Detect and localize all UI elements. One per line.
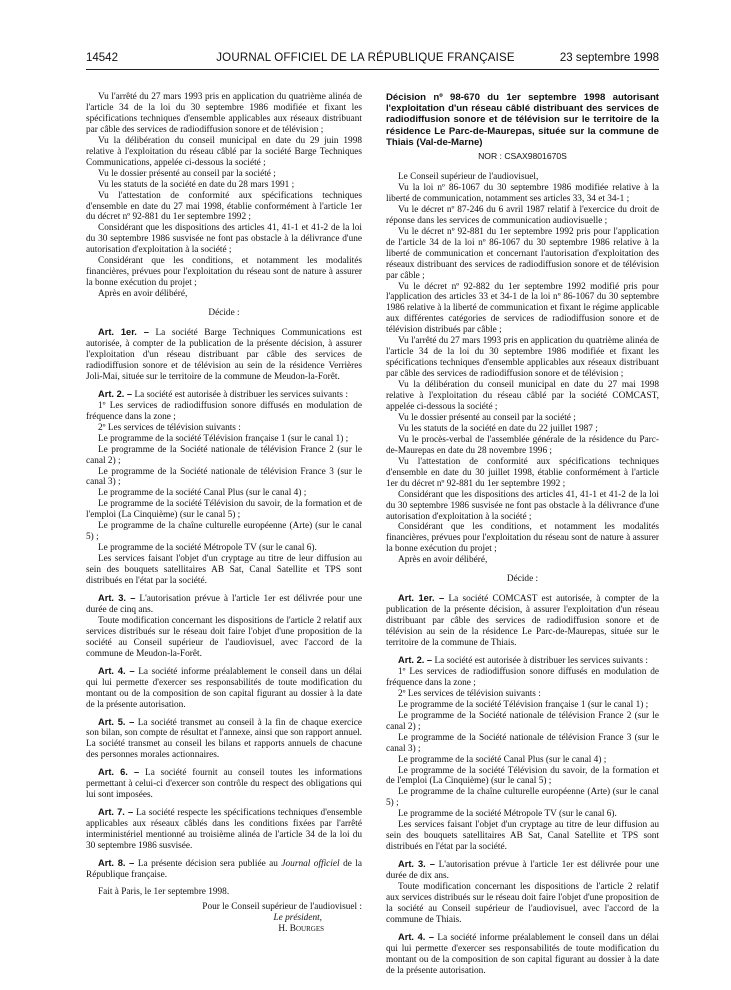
left-column <box>86 92 362 935</box>
left-art2-item: Les services faisant l'objet d'un cryptage au titre de leur diffusion au sein des bouquets satellitaires AB Sat, Canal Satellite et TPS sont distribués en l'état par la société. <box>86 554 362 587</box>
left-article-4 <box>86 666 362 711</box>
left-considerant-2: Considérant que les conditions, et notamment les modalités financières, prévues pour l'exploitation du réseau sont de nature à assurer la bonne exécution du projet ; <box>86 256 362 289</box>
left-art6-text: La société fournit au conseil toutes les informations permettant à celui-ci d'exercer son contrôle du respect des obligations qui lui sont imposées. <box>86 768 363 801</box>
left-article-6 <box>86 767 362 801</box>
left-visa-1: Vu l'arrêté du 27 mars 1993 pris en application du quatrième alinéa de l'article 34 de la loi du 30 septembre 1986 modifiée et fixant les spécifications techniques d'ensemble applicables aux réseaux distribuant par câble des services de radiodiffusion sonore et de télévision ; <box>86 92 362 135</box>
left-art8-label: Art. 8. – <box>98 858 135 868</box>
right-considerant-2: Considérant que les conditions, et notamment les modalités financières, prévues pour l'exploitation du réseau sont de nature à assurer la bonne exécution du projet ; <box>386 522 659 555</box>
page-header <box>0 0 731 64</box>
right-art4-text: La société informe préalablement le conseil dans un délai qui lui permette d'exercer ses responsabilités de toute modification du montant ou de la composition de son capital figurant au dossier à la date de la présente autorisation. <box>386 932 659 976</box>
left-art2-item: Le programme de la société Métropole TV (sur le canal 6). <box>98 543 317 554</box>
left-sign-name: H. Bourges <box>278 923 324 934</box>
left-art3-label: Art. 3. – <box>98 592 136 603</box>
left-art8-journal: Journal officiel <box>281 859 340 869</box>
right-visa-2: Vu le décret nº 87-246 du 6 avril 1987 relatif à l'exercice du droit de réponse dans les services de communication audiovisuelle ; <box>386 204 659 226</box>
left-visa-2: Vu la délibération du conseil municipal en date du 29 juin 1998 relative à l'exploitation du réseau câblé par la société Barge Techniques Communications, appelée ci-dessous la société ; <box>86 135 362 168</box>
left-article-3 <box>86 593 362 616</box>
left-art2-item: Le programme de la Société nationale de télévision France 2 (sur le canal 2) ; <box>86 444 362 466</box>
left-article-1 <box>86 327 362 383</box>
right-deliberation: Après en avoir délibéré, <box>398 555 488 566</box>
right-art2-item: Le programme de la Société nationale de télévision France 3 (sur le canal 3) ; <box>386 732 659 754</box>
left-visa-3: Vu le dossier présenté au conseil par la société ; <box>98 168 276 179</box>
left-art1-text: La société Barge Techniques Communications est autorisée, à compter de la publication de la présente décision, à assurer l'exploitation d'un réseau distribuant par câble des services de radiodiffusion sonore et de télévision au sein de la résidence Verrières Joli-Mai, située sur le territoire de la commune de Meudon-la-Forêt. <box>86 328 362 382</box>
left-art2-text: La société est autorisée à distribuer les services suivants : <box>134 389 348 400</box>
right-article-4 <box>386 932 659 977</box>
left-art2-item: Le programme de la société Télévision du savoir, de la formation et de l'emploi (La Cinquième) (sur le canal 5) ; <box>86 499 362 521</box>
right-article-1 <box>386 593 659 649</box>
left-art4-text: La société informe préalablement le conseil dans un délai qui lui permette d'exercer ses responsabilités de toute modification du montant ou de la composition de son capital figurant au dossier à la date de la présente autorisation. <box>86 666 363 710</box>
left-art7-label: Art. 7. – <box>98 807 134 818</box>
right-nor: NOR : CSAX9801670S <box>478 151 567 162</box>
right-visa-10: Vu l'attestation de conformité aux spécifications techniques d'ensemble en date du 30 juillet 1998, établie conformément à l'article 1er du décret nº 92-881 du 1er septembre 1992 ; <box>386 456 659 489</box>
issue-date: 23 septembre 1998 <box>559 52 659 64</box>
left-art3-text2: Toute modification concernant les dispositions de l'article 2 relatif aux services distribués sur le réseau doit faire l'objet d'une proposition de la société au Conseil supérieur de l'audiovisuel, avec l'accord de la commune de Meudon-la-Forêt. <box>86 615 362 659</box>
right-art2-item: Le programme de la chaîne culturelle européenne (Arte) (sur le canal 5) ; <box>386 787 659 809</box>
right-art2-item: Le programme de la société Télévision française 1 (sur le canal 1) ; <box>398 699 649 710</box>
left-sign-for: Pour le Conseil supérieur de l'audiovisuel : <box>202 901 362 912</box>
right-art2-item: Le programme de la société Métropole TV (sur le canal 6). <box>398 809 617 820</box>
right-visa-7: Vu le dossier présenté au conseil par la société ; <box>398 412 576 423</box>
left-article-5 <box>86 717 362 762</box>
left-art6-label: Art. 6. – <box>98 767 140 778</box>
left-visa-4: Vu les statuts de la société en date du 28 mars 1991 ; <box>98 179 295 190</box>
right-art2-item: Le programme de la société Télévision du savoir, de la formation et de l'emploi (La Cinquième) (sur le canal 5) ; <box>386 765 659 787</box>
left-art8-text-before: La présente décision sera publiée au <box>137 859 278 869</box>
journal-title: JOURNAL OFFICIEL DE LA RÉPUBLIQUE FRANÇAISE <box>216 52 515 64</box>
left-article-2 <box>86 389 362 401</box>
right-visa-1: Vu la loi nº 86-1067 du 30 septembre 1986 modifiée relative à la liberté de communication, notamment ses articles 33, 34 et 34-1 ; <box>386 182 659 204</box>
left-art2-item: 1º Les services de radiodiffusion sonore diffusés en modulation de fréquence dans la zone ; <box>86 400 362 422</box>
left-signed-place-date: Fait à Paris, le 1er septembre 1998. <box>98 886 230 897</box>
right-art2-label: Art. 2. – <box>398 655 433 665</box>
right-decision-title: Décision nº 98-670 du 1er septembre 1998 autorisant l'exploitation d'un réseau câblé distribuant des services de radiodiffusion sonore et de télévision sur le territoire de la résidence Le Parc-de-Maurepas, située sur la commune de Thiais (Val-de-Marne) <box>386 92 659 148</box>
right-art1-text: La société COMCAST est autorisée, à compter de la publication de la présente décision, à assurer l'exploitation d'un réseau distribuant par câble des services de radiodiffusion sonore et de télévision au sein de la résidence Le Parc-de-Maurepas, située sur le territoire de la commune de Thiais. <box>386 594 659 649</box>
left-art3-text: L'autorisation prévue à l'article 1er est délivrée pour une durée de cinq ans. <box>86 593 362 615</box>
right-article-2 <box>386 655 659 667</box>
right-visa-3: Vu le décret nº 92-881 du 1er septembre 1992 pris pour l'application de l'article 34 de la loi nº 86-1067 du 30 septembre 1986 relative à la liberté de communication et concernant l'autorisation d'exploitation des réseaux distribuant des services de radiodiffusion sonore et de télévision par câble ; <box>386 226 659 281</box>
right-art4-label: Art. 4. – <box>398 931 435 942</box>
left-considerant-1: Considérant que les dispositions des articles 41, 41-1 et 41-2 de la loi du 30 septembre 1986 susvisée ne font pas obstacle à la délivrance d'une autorisation d'exploitation à la société ; <box>86 223 362 256</box>
right-art2-text: La société est autorisée à distribuer les services suivants : <box>434 656 648 666</box>
right-art1-label: Art. 1er. – <box>398 593 445 604</box>
left-art1-label: Art. 1er. – <box>98 327 149 338</box>
right-visa-8: Vu les statuts de la société en date du 22 juillet 1987 ; <box>398 423 598 434</box>
left-deliberation: Après en avoir délibéré, <box>98 289 188 300</box>
right-art2-item: Le programme de la société Canal Plus (sur le canal 4) ; <box>398 754 607 765</box>
left-art2-label: Art. 2. – <box>98 388 133 399</box>
left-art2-item: Le programme de la société Télévision française 1 (sur le canal 1) ; <box>98 433 349 444</box>
left-art2-item: Le programme de la société Canal Plus (sur le canal 4) ; <box>98 488 307 499</box>
right-article-3 <box>386 859 659 882</box>
left-art2-item: Le programme de la chaîne culturelle européenne (Arte) (sur le canal 5) ; <box>86 521 362 543</box>
left-art4-label: Art. 4. – <box>98 665 135 676</box>
right-visa-4: Vu le décret nº 92-882 du 1er septembre 1992 modifié pris pour l'application des articles 33 et 34-1 de la loi nº 86-1067 du 30 septembre 1986 relative à la liberté de communication et fixant le régime applicable aux différentes catégories de services de radiodiffusion sonore et de télévision distribués par câble ; <box>386 281 659 336</box>
left-art8-text-after: de la République française. <box>86 859 362 880</box>
left-art2-item: 2º Les services de télévision suivants : <box>98 422 241 433</box>
left-decide: Décide : <box>208 308 240 319</box>
left-art5-label: Art. 5. – <box>98 716 135 727</box>
left-visa-5: Vu l'attestation de conformité aux spécifications techniques d'ensemble en date du 27 mai 1998, établie conformément à l'article 1er du décret nº 92-881 du 1er septembre 1992 ; <box>86 190 362 223</box>
right-visa-9: Vu le procès-verbal de l'assemblée générale de la résidence du Parc-de-Maurepas en date du 28 novembre 1996 ; <box>386 434 659 456</box>
left-article-8 <box>86 858 362 881</box>
left-article-7 <box>86 807 362 852</box>
right-art3-text2: Toute modification concernant les dispositions de l'article 2 relatif aux services distribués sur le réseau doit faire l'objet d'une proposition de la société au Conseil supérieur de l'audiovisuel, avec l'accord de la commune de Thiais. <box>386 882 659 925</box>
right-art3-text: L'autorisation prévue à l'article 1er est délivrée pour une durée de dix ans. <box>386 860 660 882</box>
right-art3-label: Art. 3. – <box>398 859 435 870</box>
left-art2-item: Le programme de la Société nationale de télévision France 3 (sur le canal 3) ; <box>86 466 362 488</box>
left-sign-role: Le président, <box>273 912 322 923</box>
right-visa-6: Vu la délibération du conseil municipal en date du 27 mai 1998 relative à l'exploitation du réseau câblé par la société COMCAST, appelée ci-dessous la société ; <box>386 380 659 412</box>
right-art2-item: 2º Les services de télévision suivants : <box>398 688 541 699</box>
left-art5-text: La société transmet au conseil à la fin de chaque exercice son bilan, son compte de résultat et l'annexe, ainsi que son rapport annuel. La société transmet au conseil les bilans et rapports annuels de chacune des personnes morales actionnaires. <box>86 717 362 761</box>
right-column <box>386 92 659 977</box>
left-art7-text: La société respecte les spécifications techniques d'ensemble applicables aux réseaux câblés dans les conditions fixées par l'arrêté interministériel mentionné au troisième alinéa de l'article 34 de la loi du 30 septembre 1986 susvisée. <box>86 808 362 852</box>
right-art2-item: 1º Les services de radiodiffusion sonore diffusés en modulation de fréquence dans la zone ; <box>386 666 659 688</box>
page-number: 14542 <box>86 52 118 64</box>
right-art2-item: Le programme de la Société nationale de télévision France 2 (sur le canal 2) ; <box>386 710 659 732</box>
right-considerant-1: Considérant que les dispositions des articles 41, 41-1 et 41-2 de la loi du 30 septembre 1986 susvisée ne font pas obstacle à la délivrance d'une autorisation d'exploitation à la société ; <box>386 489 659 522</box>
header-rule <box>86 69 659 70</box>
right-visa-5: Vu l'arrêté du 27 mars 1993 pris en application du quatrième alinéa de l'article 34 de la loi du 30 septembre 1986 modifiée et fixant les spécifications techniques d'ensemble applicables aux réseaux distribuant par câble des services de radiodiffusion sonore et de télévision ; <box>386 336 659 380</box>
right-decide: Décide : <box>506 574 539 585</box>
left-signature-block <box>86 902 362 935</box>
right-preamble: Le Conseil supérieur de l'audiovisuel, <box>398 171 539 182</box>
right-art2-item: Les services faisant l'objet d'un cryptage au titre de leur diffusion au sein des bouquets satellitaires AB Sat, Canal Satellite et TPS sont distribués en l'état par la société. <box>386 820 659 853</box>
